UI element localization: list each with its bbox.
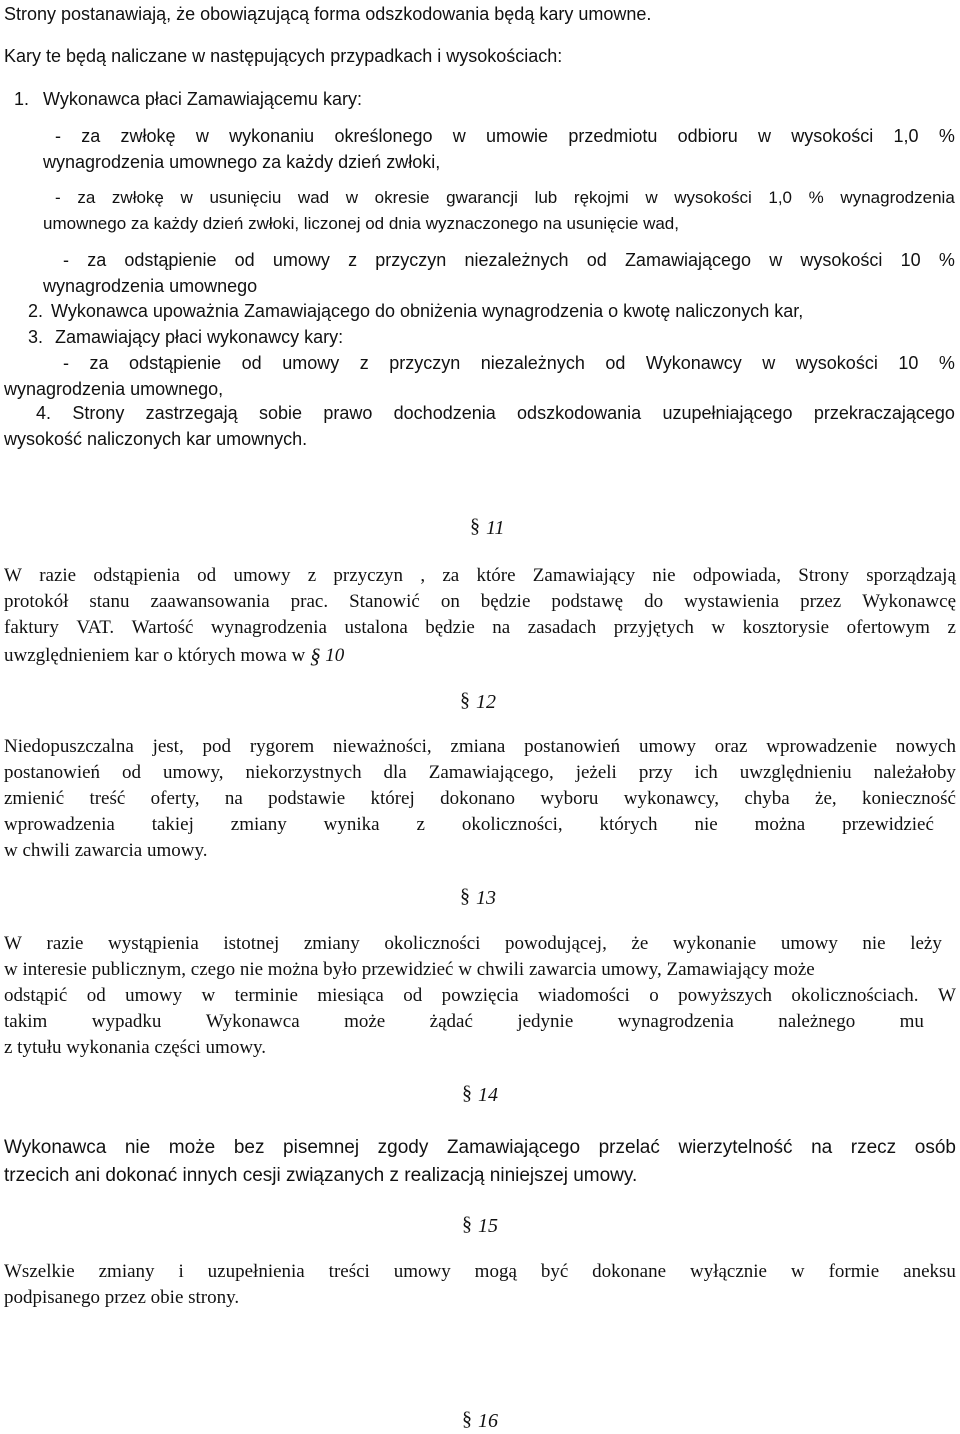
word: podstawę: [551, 591, 624, 612]
word: 1,0: [768, 188, 793, 207]
word: zmiany: [230, 814, 287, 835]
word: za: [87, 250, 107, 270]
word: wad: [297, 188, 330, 207]
word: na: [811, 1137, 833, 1158]
word: terminie: [234, 985, 298, 1006]
word: umowy,: [162, 762, 224, 783]
word: w: [769, 250, 783, 270]
section-12-line-4: [4, 814, 934, 836]
section-15-number: 15: [478, 1215, 498, 1237]
word: dokonane: [592, 1261, 667, 1282]
word: odszkodowania: [517, 403, 642, 423]
word: mogą: [474, 1261, 517, 1282]
section-sign-icon: §: [460, 885, 470, 907]
word: umowy: [233, 565, 291, 586]
word: że: [631, 933, 649, 954]
word: wysokości: [795, 353, 878, 373]
section-13-heading: [460, 886, 496, 910]
point-1-item-c-line-2: wynagrodzenia umownego: [43, 276, 258, 296]
word: zwłokę: [111, 188, 164, 207]
section-11-heading: [470, 516, 505, 540]
word: z: [359, 353, 369, 373]
word: w: [645, 188, 658, 207]
word: z: [416, 814, 425, 835]
section-12-line-2: [4, 762, 956, 784]
word: niezależnych: [480, 353, 585, 373]
word: za: [77, 188, 96, 207]
word: dla: [383, 762, 407, 783]
word: Zamawiający: [532, 565, 636, 586]
word: będzie: [480, 591, 531, 612]
word: wystawienia: [684, 591, 780, 612]
word: nie: [862, 933, 886, 954]
word: o: [649, 985, 659, 1006]
point-2-number: 2.: [28, 301, 44, 321]
word: wykonaniu: [229, 126, 315, 146]
word: zmienić: [4, 788, 65, 809]
word: wynika: [323, 814, 380, 835]
word: takim: [4, 1011, 48, 1032]
word: kosztorysie: [742, 617, 830, 638]
section-14-heading: [462, 1083, 498, 1107]
word: prawo: [323, 403, 373, 423]
point-4-line-1: [36, 402, 955, 424]
word: mu: [899, 1011, 924, 1032]
word: nie: [652, 565, 676, 586]
word: zasadach: [527, 617, 597, 638]
word: być: [540, 1261, 569, 1282]
word: przyczyn: [333, 565, 404, 586]
word: należnego: [778, 1011, 856, 1032]
word: Wykonawcy: [645, 353, 742, 373]
word: oferty,: [150, 788, 200, 809]
word: Wartość: [131, 617, 194, 638]
word: do: [644, 591, 664, 612]
word: zmiany: [303, 933, 360, 954]
word: przekraczającego: [813, 403, 955, 423]
word: od: [86, 985, 106, 1006]
word: prac.: [290, 591, 329, 612]
word: w: [180, 188, 193, 207]
word: wykonawcy,: [623, 788, 720, 809]
section-sign-icon: §: [462, 1082, 472, 1104]
section-sign-icon: §: [460, 689, 470, 711]
point-1-number: 1.: [14, 89, 30, 109]
word: przyjętych: [613, 617, 694, 638]
section-14-line-1: [4, 1137, 956, 1159]
section-15-heading: [462, 1214, 498, 1238]
word: dochodzenia: [393, 403, 496, 423]
word: nieważności,: [332, 736, 432, 757]
section-13-line-2: w interesie publicznym, czego nie można było przewidzieć w chwili zawarcia umowy, Zamawiający może: [4, 959, 815, 980]
word: okoliczności: [384, 933, 481, 954]
word: żądać: [429, 1011, 473, 1032]
word: odstąpić: [4, 985, 68, 1006]
word: wypadku: [91, 1011, 162, 1032]
section-14-number: 14: [478, 1084, 498, 1106]
section-11-line-4: [4, 643, 344, 667]
point-3-item-a-line-1: [63, 352, 955, 374]
word: jedynie: [517, 1011, 574, 1032]
word: od: [605, 353, 626, 373]
point-1-item-b-line-2: umownego za każdy dzień zwłoki, liczonej od dnia wyznaczonego na usunięcie wad,: [43, 214, 679, 233]
word: zgody: [377, 1137, 429, 1158]
word: %: [938, 353, 955, 373]
word: od: [586, 250, 607, 270]
word: aneksu: [903, 1261, 956, 1282]
word: za: [89, 353, 109, 373]
word: nie: [124, 1137, 151, 1158]
section-11-number: 11: [486, 517, 505, 539]
word: odstąpienie: [129, 353, 222, 373]
word: podstawie: [268, 788, 346, 809]
word: umowy: [272, 250, 330, 270]
word: od: [234, 250, 255, 270]
word: niezależnych: [464, 250, 569, 270]
point-4-line-2: wysokość naliczonych kar umownych.: [4, 429, 308, 449]
word: faktury: [4, 617, 59, 638]
word: może: [344, 1011, 386, 1032]
section-11-reference-mark: §: [310, 644, 321, 668]
word: chyba: [744, 788, 790, 809]
word: osób: [914, 1137, 956, 1158]
word: treść: [89, 788, 126, 809]
word: które: [476, 565, 516, 586]
point-3-title: Zamawiający płaci wykonawcy kary:: [55, 327, 344, 347]
word: można: [754, 814, 806, 835]
word: od: [241, 353, 262, 373]
word: w: [195, 126, 209, 146]
word: i: [178, 1261, 184, 1282]
word: razie: [39, 565, 77, 586]
word: w: [762, 353, 776, 373]
section-13-line-5: z tytułu wykonania części umowy.: [4, 1037, 267, 1058]
word: nie: [694, 814, 718, 835]
word: wykonanie: [672, 933, 757, 954]
word: umowy: [125, 985, 183, 1006]
section-sign-icon: §: [462, 1408, 472, 1430]
word: umowy: [638, 736, 696, 757]
word: umowy: [393, 1261, 451, 1282]
word: zmiana: [450, 736, 506, 757]
word: Wykonawca: [205, 1011, 300, 1032]
word: postanowień: [524, 736, 621, 757]
point-1-item-a-line-1: [55, 125, 955, 147]
word: wierzytelność: [678, 1137, 793, 1158]
section-13-line-1: [4, 933, 942, 955]
point-1-title: Wykonawca płaci Zamawiającemu kary:: [43, 89, 362, 109]
word: gwarancji: [446, 188, 518, 207]
section-sign-icon: §: [462, 1213, 472, 1235]
point-1-item-a-line-2: wynagrodzenia umownego za każdy dzień zwłoki,: [43, 152, 441, 172]
word: będzie: [425, 617, 475, 638]
word: przyczyn: [389, 353, 461, 373]
word: odstąpienie: [124, 250, 217, 270]
word: 1,0: [893, 126, 919, 146]
word: 10: [898, 353, 919, 373]
word: okresie: [374, 188, 430, 207]
section-13-line-4: [4, 1011, 924, 1033]
word: Stanowić: [349, 591, 420, 612]
word: powzięcia: [441, 985, 519, 1006]
word: należałoby: [873, 762, 956, 783]
word: od: [403, 985, 423, 1006]
point-2-text: Wykonawca upoważnia Zamawiającego do obniżenia wynagrodzenia o kwotę naliczonych kar,: [51, 301, 804, 321]
word: przy: [638, 762, 673, 783]
word: 10: [900, 250, 921, 270]
word: ,: [420, 565, 426, 586]
intro-line-2: Kary te będą naliczane w następujących przypadkach i wysokościach:: [4, 46, 563, 66]
word: Zamawiającego,: [428, 762, 554, 783]
section-11-line-2: [4, 591, 956, 613]
word: umowie: [486, 126, 549, 146]
word: Zamawiającego: [624, 250, 751, 270]
section-14-line-2: trzecich ani dokonać innych cesji związanych z realizacją niniejszej umowy.: [4, 1165, 638, 1186]
word: odpowiada,: [692, 565, 781, 586]
word: w: [452, 126, 466, 146]
word: konieczność: [861, 788, 956, 809]
word: na: [224, 788, 243, 809]
word: Strony: [798, 565, 849, 586]
word: wynagrodzenia: [617, 1011, 734, 1032]
section-11-line-3: [4, 617, 956, 639]
word: uzupełnienia: [207, 1261, 305, 1282]
word: protokół: [4, 591, 69, 612]
section-13-line-3: [4, 985, 956, 1007]
word: wystąpienia: [108, 933, 199, 954]
word: od: [197, 565, 217, 586]
section-13-number: 13: [476, 887, 496, 909]
word: ich: [694, 762, 718, 783]
word: od: [122, 762, 142, 783]
word: powodującej,: [505, 933, 607, 954]
word: takiej: [151, 814, 194, 835]
word: ustalona: [344, 617, 408, 638]
word: miesiąca: [317, 985, 384, 1006]
word: odstąpienia: [93, 565, 180, 586]
word: wyboru: [540, 788, 599, 809]
word: w: [790, 1261, 805, 1282]
word: nowych: [895, 736, 956, 757]
word: dokonano: [440, 788, 516, 809]
word: wysokości: [674, 188, 752, 207]
word: z: [947, 617, 956, 638]
word: wiadomości: [537, 985, 630, 1006]
word: pisemnej: [283, 1137, 360, 1158]
word: bez: [233, 1137, 265, 1158]
word: za: [442, 565, 460, 586]
word: -: [63, 353, 69, 373]
word: może: [168, 1137, 216, 1158]
section-11-line-4-text: uwzględnieniem kar o których mowa w: [4, 645, 306, 666]
word: usunięciu: [209, 188, 282, 207]
word: na: [492, 617, 511, 638]
word: umowy: [780, 933, 838, 954]
word: umowy: [282, 353, 340, 373]
section-11-line-1: [4, 565, 956, 587]
section-16-heading: [462, 1409, 498, 1433]
word: postanowień: [4, 762, 101, 783]
word: przedmiotu: [568, 126, 658, 146]
word: %: [938, 126, 955, 146]
word: %: [938, 250, 955, 270]
word: określonego: [334, 126, 433, 146]
word: sobie: [259, 403, 303, 423]
word: oraz: [714, 736, 748, 757]
word: przez: [800, 591, 842, 612]
word: przewidzieć: [842, 814, 934, 835]
word: Wykonawcę: [862, 591, 956, 612]
word: których: [599, 814, 658, 835]
word: zmiany: [98, 1261, 155, 1282]
point-3-item-a-line-2: wynagrodzenia umownego,: [4, 379, 224, 399]
section-sign-icon: §: [470, 515, 480, 537]
section-12-line-3: [4, 788, 956, 810]
word: przyczyn: [375, 250, 447, 270]
word: pod: [202, 736, 232, 757]
word: on: [440, 591, 460, 612]
word: zaawansowania: [150, 591, 270, 612]
word: leży: [910, 933, 942, 954]
word: -: [55, 188, 61, 207]
word: wysokości: [800, 250, 883, 270]
word: za: [81, 126, 101, 146]
section-15-line-1: [4, 1261, 956, 1283]
word: w: [201, 985, 216, 1006]
word: okoliczności,: [461, 814, 563, 835]
word: zastrzegają: [145, 403, 238, 423]
section-15-line-2: podpisanego przez obie strony.: [4, 1287, 240, 1308]
word: rygorem: [249, 736, 315, 757]
section-12-line-5: w chwili zawarcia umowy.: [4, 840, 208, 861]
word: wynagrodzenia: [210, 617, 327, 638]
point-1-item-b-line-1: [55, 187, 955, 209]
word: przelać: [598, 1137, 660, 1158]
word: W: [4, 933, 22, 954]
word: razie: [46, 933, 84, 954]
word: formie: [828, 1261, 880, 1282]
point-3-number: 3.: [28, 327, 44, 347]
word: Wszelkie: [4, 1261, 75, 1282]
word: wyłącznie: [689, 1261, 767, 1282]
word: w: [711, 617, 726, 638]
word: stanu: [89, 591, 130, 612]
word: Niedopuszczalna: [4, 736, 134, 757]
word: wprowadzenie: [766, 736, 878, 757]
word: z: [348, 250, 358, 270]
word: wysokości: [791, 126, 874, 146]
word: rzecz: [850, 1137, 897, 1158]
word: VAT.: [76, 617, 115, 638]
word: istotnej: [223, 933, 280, 954]
word: lub: [534, 188, 558, 207]
word: W: [937, 985, 956, 1006]
word: -: [55, 126, 61, 146]
word: -: [63, 250, 69, 270]
word: Strony: [72, 403, 125, 423]
word: okolicznościach.: [791, 985, 919, 1006]
word: wprowadzenia: [4, 814, 115, 835]
word: w: [345, 188, 359, 207]
point-1-item-c-line-1: [63, 249, 955, 271]
section-12-heading: [460, 690, 496, 714]
word: niekorzystnych: [245, 762, 362, 783]
word: treści: [328, 1261, 370, 1282]
word: której: [370, 788, 415, 809]
word: wynagrodzenia: [840, 188, 955, 207]
word: uwzględnieniu: [739, 762, 852, 783]
word: %: [808, 188, 824, 207]
word: 4.: [36, 403, 52, 423]
word: ofertowym: [846, 617, 930, 638]
section-12-line-1: [4, 736, 956, 758]
word: zwłokę: [120, 126, 176, 146]
word: z: [307, 565, 317, 586]
word: W: [4, 565, 22, 586]
word: że,: [815, 788, 837, 809]
word: rękojmi: [573, 188, 629, 207]
word: uzupełniającego: [662, 403, 793, 423]
intro-line-1: Strony postanawiają, że obowiązującą forma odszkodowania będą kary umowne.: [4, 4, 652, 24]
section-12-number: 12: [476, 691, 496, 713]
word: sporządzają: [866, 565, 956, 586]
word: Wykonawca: [4, 1137, 107, 1158]
section-11-reference-number: 10: [325, 645, 345, 666]
word: jest,: [152, 736, 184, 757]
word: jeżeli: [575, 762, 617, 783]
word: Zamawiającego: [446, 1137, 581, 1158]
word: odbioru: [677, 126, 738, 146]
word: powyższych: [678, 985, 773, 1006]
section-16-number: 16: [478, 1410, 498, 1432]
word: w: [757, 126, 771, 146]
